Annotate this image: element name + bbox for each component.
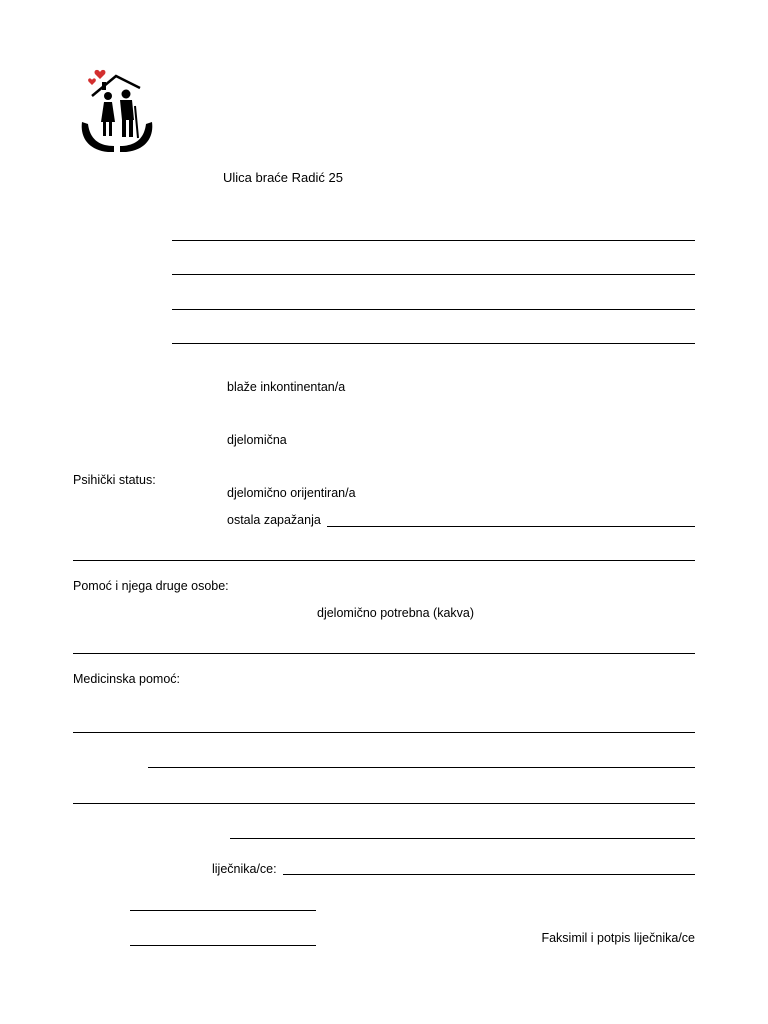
other-observations-label: ostala zapažanja [227, 513, 321, 527]
partial-option: djelomična [227, 433, 287, 447]
blank-line [148, 767, 695, 768]
blank-line [73, 732, 695, 733]
blank-line [73, 560, 695, 561]
blank-line [73, 803, 695, 804]
blank-line [172, 274, 695, 275]
blank-line [73, 653, 695, 654]
help-care-label: Pomoć i njega druge osobe: [73, 579, 229, 593]
heart-icon [88, 78, 96, 85]
incontinence-option: blaže inkontinentan/a [227, 380, 346, 394]
signature-line [130, 910, 316, 911]
facsimile-label: Faksimil i potpis liječnika/ce [541, 931, 695, 945]
doctor-label: liječnika/ce: [212, 862, 277, 876]
logo-icon [78, 62, 156, 156]
doctor-line [283, 874, 695, 875]
blank-line [230, 838, 695, 839]
psych-status-label: Psihički status: [73, 473, 156, 487]
signature-line [130, 945, 316, 946]
heart-icon [95, 70, 106, 79]
help-partial-option: djelomično potrebna (kakva) [317, 606, 475, 620]
address-text: Ulica braće Radić 25 [223, 170, 343, 185]
other-observations-line [327, 526, 695, 527]
blank-line [172, 309, 695, 310]
orientation-option: djelomično orijentiran/a [227, 486, 356, 500]
medical-help-label: Medicinska pomoć: [73, 672, 180, 686]
blank-line [172, 240, 695, 241]
blank-line [172, 343, 695, 344]
